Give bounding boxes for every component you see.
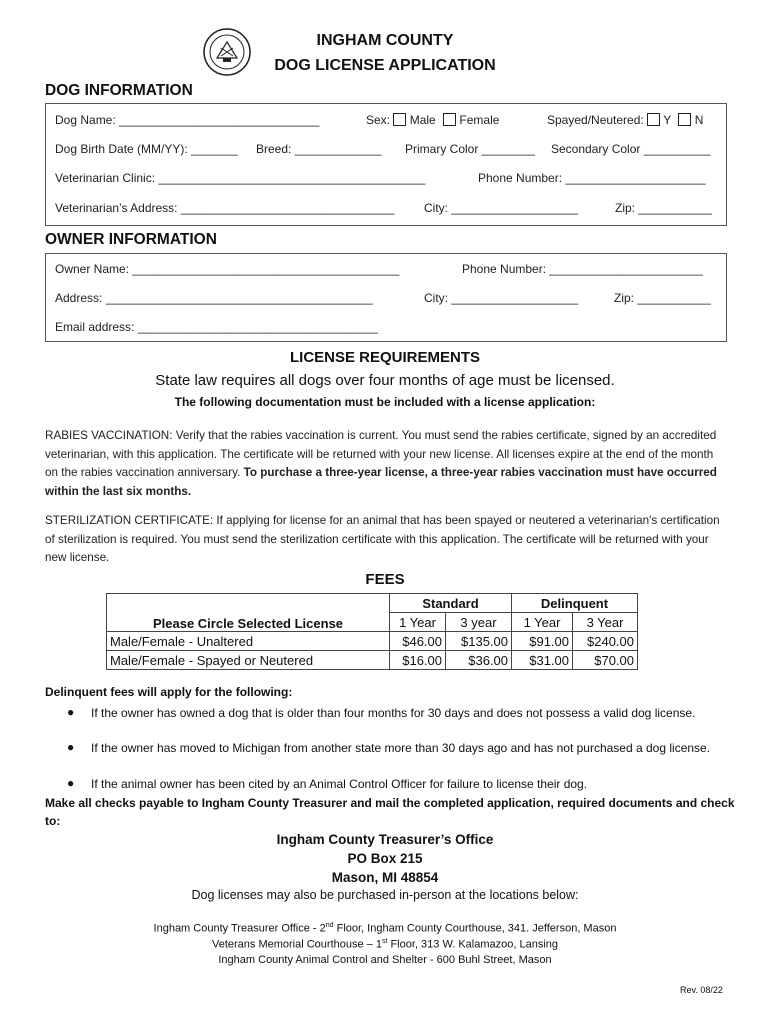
payable-text: Make all checks payable to Ingham County Treasurer and mail the completed application, required documents and check to:	[45, 796, 735, 828]
del-1yr-header: 1 Year	[512, 613, 573, 632]
delinquent-heading: Delinquent fees will apply for the following:	[45, 685, 293, 699]
vet-clinic-field[interactable]: Veterinarian Clinic: ________________________________________	[55, 171, 426, 185]
primary-color-field[interactable]: Primary Color ________	[405, 142, 536, 156]
title-line-1: INGHAM COUNTY	[316, 32, 454, 49]
fees-table	[106, 593, 638, 670]
owner-phone-field[interactable]: Phone Number: _______________________	[462, 262, 703, 276]
spayed-yes-checkbox[interactable]	[647, 113, 660, 126]
table-row[interactable]	[107, 632, 638, 651]
sex-group	[366, 113, 499, 127]
owner-zip-field[interactable]: Zip: ___________	[614, 291, 711, 305]
list-item: If the owner has owned a dog that is older than four months for 30 days and does not possess a valid dog license.	[91, 706, 696, 720]
state-law-text: State law requires all dogs over four months of age must be licensed.	[155, 372, 615, 389]
mailing-city: Mason, MI 48854	[331, 870, 439, 885]
po-box: PO Box 215	[347, 851, 423, 866]
owner-email-field[interactable]: Email address: ____________________________________	[55, 320, 378, 334]
no-label: N	[694, 113, 704, 127]
del-3yr-header: 3 Year	[573, 613, 638, 632]
spayed-label: Spayed/Neutered:	[547, 113, 644, 127]
fee-cell: $31.00	[512, 651, 573, 670]
title-line-2: DOG LICENSE APPLICATION	[274, 57, 496, 74]
circle-label-cell: Please Circle Selected License	[107, 594, 390, 632]
dog-name-field[interactable]: Dog Name: ______________________________	[55, 113, 320, 127]
fee-cell: $91.00	[512, 632, 573, 651]
license-type-cell[interactable]: Male/Female - Spayed or Neutered	[107, 651, 390, 670]
owner-city-field[interactable]: City: ___________________	[424, 291, 579, 305]
fee-cell: $240.00	[573, 632, 638, 651]
bullet-icon: ●	[67, 705, 75, 719]
male-label: Male	[409, 113, 436, 127]
license-type-cell[interactable]: Male/Female - Unaltered	[107, 632, 390, 651]
rabies-paragraph	[45, 427, 725, 501]
vet-address-field[interactable]: Veterinarian’s Address: ________________________________	[55, 201, 395, 215]
fee-cell: $16.00	[390, 651, 446, 670]
birth-date-field[interactable]: Dog Birth Date (MM/YY): _______	[55, 142, 238, 156]
requirements-heading: LICENSE REQUIREMENTS	[289, 349, 481, 366]
bullet-icon: ●	[67, 776, 75, 790]
location-1	[0, 922, 770, 935]
owner-name-field[interactable]: Owner Name: ________________________________________	[55, 262, 400, 276]
location-2-sup: st	[381, 938, 388, 945]
location-2-text: Veterans Memorial Courthouse – 1	[211, 938, 382, 951]
standard-header: Standard	[390, 594, 512, 613]
sterilization-paragraph: STERILIZATION CERTIFICATE: If applying for license for an animal that has been spayed or neutered a veterinarian's certification of sterilization is required. You must send the sterilization certificate with this application. The certificate will be returned with your new license.	[45, 514, 720, 564]
owner-address-field[interactable]: Address: ________________________________________	[55, 291, 373, 305]
list-item: If the animal owner has been cited by an Animal Control Officer for failure to license their dog.	[91, 777, 588, 791]
fee-cell: $70.00	[573, 651, 638, 670]
breed-field[interactable]: Breed: _____________	[256, 142, 382, 156]
std-3yr-header: 3 year	[446, 613, 512, 632]
yes-label: Y	[663, 113, 671, 127]
owner-info-heading: OWNER INFORMATION	[45, 231, 217, 248]
fee-cell: $36.00	[446, 651, 512, 670]
delinquent-header: Delinquent	[512, 594, 638, 613]
table-row[interactable]	[107, 651, 638, 670]
list-item: If the owner has moved to Michigan from another state more than 30 days ago and has not purchased a dog license.	[91, 741, 711, 755]
secondary-color-field[interactable]: Secondary Color __________	[551, 142, 711, 156]
fees-heading: FEES	[365, 571, 405, 588]
location-1-text-b: Floor, Ingham County Courthouse, 341. Jefferson, Mason	[333, 922, 617, 935]
bullet-icon: ●	[67, 740, 75, 754]
location-2	[0, 938, 770, 951]
location-1-text: Ingham County Treasurer Office - 2	[153, 922, 326, 935]
vet-zip-field[interactable]: Zip: ___________	[615, 201, 712, 215]
rabies-text: RABIES VACCINATION: Verify that the rabies vaccination is current. You must send the rabies certificate, signed by an accredited veterinarian, with this application. The certificate will be returned with your new license. All licenses expire at the end of the month on the rabies vaccination anniversary.	[45, 429, 717, 479]
female-checkbox[interactable]	[443, 113, 456, 126]
fee-cell: $135.00	[446, 632, 512, 651]
std-1yr-header: 1 Year	[390, 613, 446, 632]
in-person-text: Dog licenses may also be purchased in-person at the locations below:	[191, 888, 579, 902]
revision-label: Rev. 08/22	[680, 985, 723, 995]
vet-city-field[interactable]: City: ___________________	[424, 201, 579, 215]
office-name: Ingham County Treasurer’s Office	[276, 832, 494, 847]
documentation-text: The following documentation must be included with a license application:	[174, 395, 596, 409]
female-label: Female	[459, 113, 500, 127]
vet-phone-field[interactable]: Phone Number: _____________________	[478, 171, 706, 185]
rabies-bold-text: To purchase a three-year license, a three-year rabies vaccination must have occurred within the last six months.	[45, 466, 717, 498]
male-checkbox[interactable]	[393, 113, 406, 126]
location-3: Ingham County Animal Control and Shelter - 600 Buhl Street, Mason	[218, 954, 552, 966]
sex-label: Sex:	[366, 113, 391, 127]
location-1-sup: nd	[325, 922, 334, 929]
spayed-group	[547, 113, 703, 127]
spayed-no-checkbox[interactable]	[678, 113, 691, 126]
fee-cell: $46.00	[390, 632, 446, 651]
dog-info-heading: DOG INFORMATION	[45, 82, 193, 99]
fees-header-row-1	[107, 594, 638, 613]
location-2-text-b: Floor, 313 W. Kalamazoo, Lansing	[387, 938, 559, 951]
